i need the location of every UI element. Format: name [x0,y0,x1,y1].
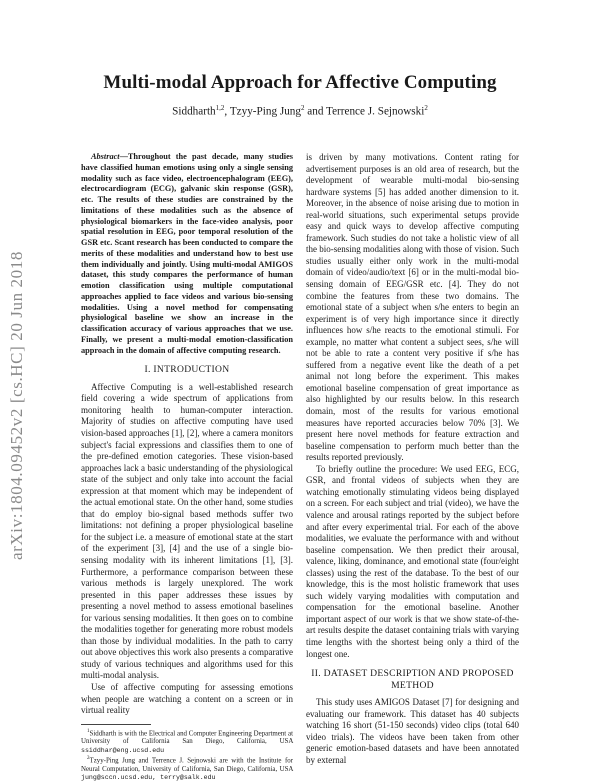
author-name: Terrence J. Sejnowski [326,105,425,118]
abstract-label: Abstract [91,152,120,161]
body-paragraph: Affective Computing is a well-established research field covering a wide spectrum of applications from monitoring health to human-computer interaction. Majority of studies on affective computing have used vision-based approaches [1], [2], where a camera monitors subject's facial expressions and classifies them to one of the pre-defined emotion categories. These vision-based approaches lack a basic understanding of the physiological state of the subject and only take into account the facial expression at that moment which may be independent of the actual emotional state. On the other hand, some studies that do employ bio-signal based methods suffer two limitations: not defining a proper physiological baseline for the subject i.e. a measure of emotional state at the start of the experiment [3], [4] and the use of a single bio-sensing modality with its inherent limitations [1], [3]. Furthermore, a performance comparison between these various methods is largely unexplored. The work presented in this paper addresses these issues by presenting a novel method to assess emotional baselines for various sensing modalities. It then goes on to combine the modalities together for generating more robust models than those by individual modalities. In the path to carry out above objectives this work also presents a comparative study of various techniques and algorithms used for this multi-modal analysis. [81,381,293,681]
left-column [81,152,293,783]
footnote-email[interactable]: ssiddhar@eng.ucsd.edu [81,746,165,754]
footnote-text: Siddharth is with the Electrical and Computer Engineering Department at University of California San Diego, California, USA [81,729,293,746]
abstract-text: —Throughout the past decade, many studies have classified human emotions using only a single sensing modality such as face video, electroencephalogram (EEG), electrocardiogram (ECG), galvanic skin response (GSR), etc. The results of these studies are constrained by the limitations of these modalities such as the absence of physiological biomarkers in the face-video analysis, poor spatial resolution in EEG, poor temporal resolution of the GSR etc. Scant research has been conducted to compare the merits of these modalities and understand how to best use them individually and jointly. Using multi-modal AMIGOS dataset, this study compares the performance of human emotion classification using multiple computational approaches applied to face videos and various bio-sensing modalities. Using a novel method for compensating physiological baseline we show an increase in the classification accuracy of various approaches that we use. Finally, we present a multi-modal emotion-classification approach in the domain of affective computing research. [81,152,293,355]
footnote-2 [81,755,293,783]
arxiv-stamp: arXiv:1804.09452v2 [cs.HC] 20 Jun 2018 [7,251,26,560]
abstract [81,152,293,356]
right-column [306,152,519,766]
footnote-rule [81,724,151,725]
section-heading-introduction: I. INTRODUCTION [144,364,230,376]
footnote-text: Tzyy-Ping Jung and Terrence J. Sejnowski are with the Institute for Neural Computation, University of California, San Diego, California, USA [81,757,293,773]
footnote-email[interactable]: jung@sccn.ucsd.edu, terry@salk.edu [81,774,216,782]
author-name: Tzyy-Ping Jung [229,105,301,118]
footnote-mark: 1 [87,728,90,734]
body-paragraph: Use of affective computing for assessing emotions when people are watching a content on a screen or in virtual reality [81,682,293,716]
author-separator: , [224,105,230,118]
body-paragraph: is driven by many motivations. Content rating for advertisement purposes is an old area of research, but the development of wearable multi-modal bio-sensing hardware systems [5] has added another dimension to it. Moreover, in the absence of noise arising due to motion in real-world situations, such experimental setups provide easy and quick ways to develop affective computing framework. Such studies do not take a holistic view of all the bio-sensing modalities along with those of vision. Such studies usually either only work in the multi-modal domain of video/audio/text [6] or in the multi-modal bio-sensing domain of EEG/GSR etc. [4]. They do not combine the features from these two domains. The emotional state of a subject when s/he enters to begin an experiment is of very high importance since it directly influences how s/he reacts to the emotional stimuli. For example, no matter what content a subject sees, s/he will not be able to rate a content very positive if s/he has suffered from a negative event like the death of a pet animal not long before the experiment. This makes emotional baseline compensation of great importance as also highlighted by our results below. In this research domain, most of the results for various emotional measures have reported accuracies below 70% [3]. We present here novel methods for feature extraction and baseline compensation to perform much better than the results reported previously. [306,152,519,463]
author-affiliation: 2 [424,104,428,112]
footnote-mark: 2 [87,756,90,762]
footnote-1 [81,728,293,756]
section-heading-dataset: II. DATASET DESCRIPTION AND PROPOSED METHOD [311,668,514,691]
body-paragraph: To briefly outline the procedure: We used EEG, ECG, GSR, and frontal videos of subjects when they are watching emotionally stimulating videos being displayed on a screen. For each subject and trial (video), we have the valence and arousal ratings reported by the subject before and after every experimental trial. For each of the above modalities, we evaluate the performance with and without baseline compensation. We then predict their arousal, valence, liking, dominance, and emotional state (four/eight classes) using the rest of the database. To the best of our knowledge, this is the most holistic framework that uses such widely varying modalities with computation and compensation for the emotional baseline. Another important aspect of our work is that we show state-of-the-art results despite the dataset containing trials with varying time lengths with the shortest being only a third of the longest one. [306,463,519,659]
author-affiliation: 1,2 [215,104,225,112]
body-paragraph: This study uses AMIGOS Dataset [7] for designing and evaluating our framework. This dataset has 40 subjects watching 16 short (51-150 seconds) video clips (total 640 video trials). The videos have been taken from other generic emotion-based datasets and have been annotated by external [306,697,519,765]
author-conjunction: and [304,105,327,118]
paper-title: Multi-modal Approach for Affective Computing [103,72,497,93]
author-line [0,104,600,118]
author-name: Siddharth [172,105,216,118]
author-affiliation: 2 [300,104,305,112]
